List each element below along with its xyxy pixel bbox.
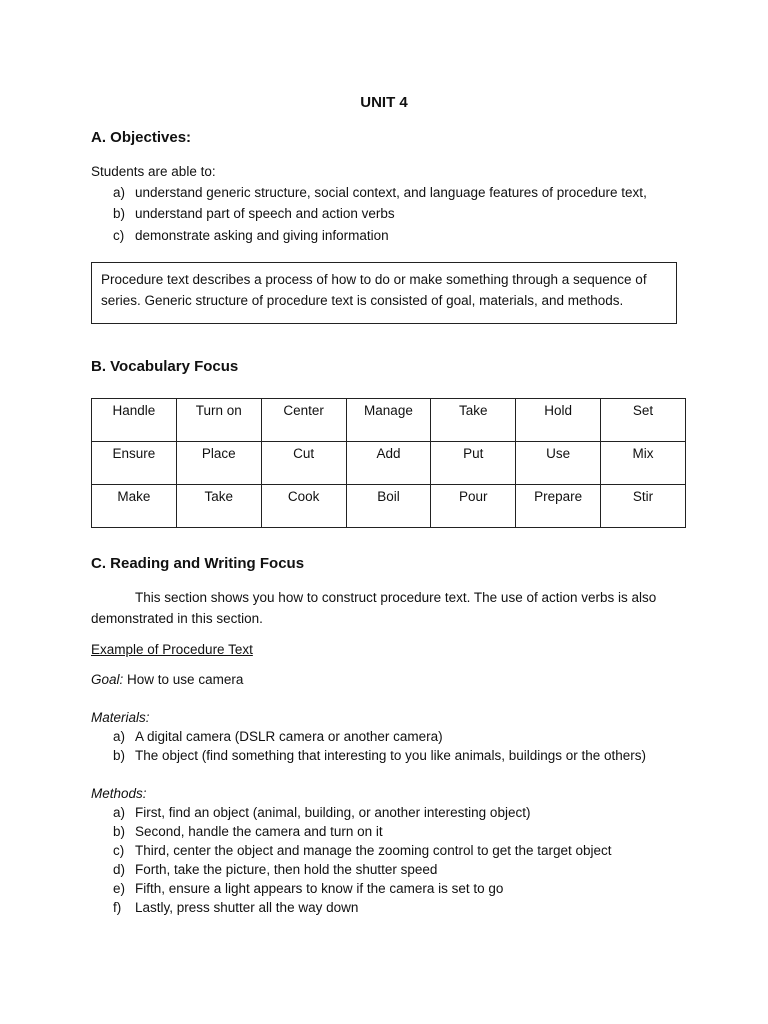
- table-cell: Manage: [346, 399, 431, 442]
- table-cell: Mix: [601, 442, 686, 485]
- list-text: Third, center the object and manage the zooming control to get the target object: [135, 843, 612, 858]
- objectives-heading: A. Objectives:: [91, 129, 192, 146]
- table-cell: Place: [176, 442, 261, 485]
- list-marker: a): [113, 729, 126, 744]
- list-marker: b): [113, 824, 126, 839]
- list-marker: a): [113, 805, 126, 820]
- vocabulary-heading: B. Vocabulary Focus: [91, 358, 239, 375]
- reading-paragraph-line-1: This section shows you how to construct procedure text. The use of action verbs is also: [135, 590, 657, 605]
- table-cell: Pour: [431, 485, 516, 528]
- table-cell: Take: [176, 485, 261, 528]
- table-cell: Stir: [601, 485, 686, 528]
- table-cell: Prepare: [516, 485, 601, 528]
- list-marker: f): [113, 900, 122, 915]
- table-cell: Use: [516, 442, 601, 485]
- list-marker: b): [113, 206, 126, 221]
- table-cell: Take: [431, 399, 516, 442]
- definition-box: [91, 262, 677, 324]
- table-cell: Cut: [261, 442, 346, 485]
- methods-label: Methods:: [91, 786, 147, 801]
- vocabulary-table: [91, 398, 686, 528]
- list-marker: c): [113, 228, 125, 243]
- table-row: [92, 485, 686, 528]
- list-text: Fifth, ensure a light appears to know if the camera is set to go: [135, 881, 504, 896]
- reading-paragraph-line-2: demonstrated in this section.: [91, 611, 263, 626]
- goal-text: How to use camera: [123, 672, 244, 687]
- definition-line-1: Procedure text describes a process of how to do or make something through a sequence of: [101, 272, 647, 287]
- table-cell: Cook: [261, 485, 346, 528]
- page-title: UNIT 4: [360, 94, 408, 111]
- table-cell: Center: [261, 399, 346, 442]
- list-text: understand generic structure, social context, and language features of procedure text,: [135, 185, 647, 200]
- example-title: Example of Procedure Text: [91, 642, 253, 657]
- table-row: [92, 399, 686, 442]
- table-cell: Make: [92, 485, 177, 528]
- table-cell: Set: [601, 399, 686, 442]
- table-cell: Hold: [516, 399, 601, 442]
- reading-heading: C. Reading and Writing Focus: [91, 555, 305, 572]
- list-text: A digital camera (DSLR camera or another camera): [135, 729, 443, 744]
- table-cell: Handle: [92, 399, 177, 442]
- list-text: understand part of speech and action verbs: [135, 206, 395, 221]
- table-cell: Turn on: [176, 399, 261, 442]
- list-marker: a): [113, 185, 126, 200]
- list-text: The object (find something that interesting to you like animals, buildings or the others): [135, 748, 647, 763]
- table-cell: Add: [346, 442, 431, 485]
- table-cell: Boil: [346, 485, 431, 528]
- list-text: Forth, take the picture, then hold the shutter speed: [135, 862, 438, 877]
- list-marker: b): [113, 748, 126, 763]
- list-text: First, find an object (animal, building, or another interesting object): [135, 805, 531, 820]
- list-text: Second, handle the camera and turn on it: [135, 824, 383, 839]
- table-cell: Ensure: [92, 442, 177, 485]
- list-marker: d): [113, 862, 126, 877]
- materials-label: Materials:: [91, 710, 150, 725]
- table-row: [92, 442, 686, 485]
- goal-label: Goal:: [91, 672, 124, 687]
- definition-line-2: series. Generic structure of procedure text is consisted of goal, materials, and methods.: [101, 293, 624, 308]
- table-cell: Put: [431, 442, 516, 485]
- list-marker: c): [113, 843, 125, 858]
- list-marker: e): [113, 881, 126, 896]
- objectives-intro: Students are able to:: [91, 164, 216, 179]
- goal-line: [91, 670, 243, 689]
- list-text: demonstrate asking and giving information: [135, 228, 389, 243]
- list-text: Lastly, press shutter all the way down: [135, 900, 359, 915]
